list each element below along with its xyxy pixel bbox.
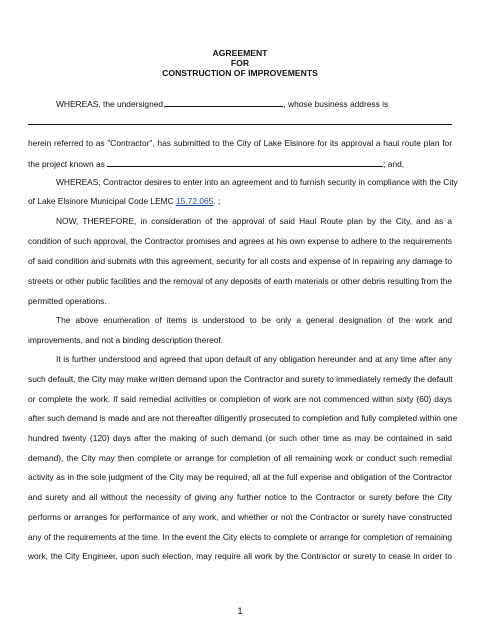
paragraph-6-line-5: hundred twenty (120) days after the making of such demand (or such other time as may be contained in said	[28, 433, 452, 443]
paragraph-6-line-7: activity as in the sole judgment of the City may be required, all at the full expense and obligation of the Contractor	[28, 472, 452, 482]
whereas-undersigned-line	[56, 97, 452, 110]
project-known-as-text: the project known as	[28, 159, 105, 169]
paragraph-4-line-1: NOW, THEREFORE, in consideration of the approval of said Haul Route plan by the City, and as a	[56, 216, 452, 226]
paragraph-6-line-10: any of the requirements at the time. In the event the City elects to complete or arrange for completion of remaining	[28, 532, 452, 542]
paragraph-6-line-11: work, the City Engineer, upon such election, may require all work by the Contractor or surety to cease in order to	[28, 551, 452, 561]
paragraph-6-line-2: such default, the City may make written demand upon the Contractor and surety to immediately remedy the default	[28, 374, 453, 384]
paragraph-2-line-2	[28, 157, 452, 170]
paragraph-4-line-4: streets or other public facilities and the removal of any deposits of earth materials or other debris resulting from the	[28, 276, 453, 286]
page-number: 1	[237, 606, 243, 616]
address-blank-line[interactable]	[28, 124, 452, 125]
code-suffix-text: . ;	[213, 196, 221, 206]
title-line-2: FOR	[230, 58, 250, 68]
project-name-blank[interactable]	[107, 157, 383, 167]
business-address-text: , whose business address is	[283, 99, 389, 109]
paragraph-2-line-1: herein referred to as "Contractor", has submitted to the City of Lake Elsinore for its approval a haul route plan for	[28, 138, 452, 148]
paragraph-5-line-2: improvements, and not a binding description thereof.	[28, 335, 224, 345]
title-line-3: CONSTRUCTION OF IMPROVEMENTS	[162, 68, 318, 78]
paragraph-6-line-9: performs or arranges for performance of any work, and whether or not the Contractor or surety have constructed	[28, 512, 452, 522]
paragraph-4-line-3: of said condition and submits with this agreement, security for all costs and expense of in repairing any damage to	[28, 256, 452, 266]
paragraph-6-line-8: and surety and all without the necessity of giving any further notice to the Contractor or surety before the City	[28, 492, 452, 502]
title-line-1: AGREEMENT	[212, 48, 268, 58]
paragraph-6-line-4: after such demand is made and are not thereafter diligently prosecuted to completion and fully completed within one	[28, 413, 458, 423]
contractor-name-blank[interactable]	[165, 97, 283, 107]
paragraph-3-line-2	[28, 196, 452, 207]
municipal-code-text: of Lake Elsinore Municipal Code LEMC	[28, 196, 177, 206]
paragraph-4-line-5: permitted operations.	[28, 296, 107, 306]
paragraph-4-line-2: condition of such approval, the Contractor promises and agrees at his own expense to adhere to the requirements	[28, 236, 452, 246]
paragraph-6-line-1: It is further understood and agreed that upon default of any obligation hereunder and at any time after any	[56, 354, 452, 364]
paragraph-6-line-6: demand), the City may then complete or arrange for completion of all remaining work or conduct such remedial	[28, 453, 452, 463]
lemc-code-link[interactable]: 15.72.065	[176, 196, 214, 206]
paragraph-6-line-3: or complete the work. If said remedial activities or completion of work are not commenced within sixty (60) days	[28, 394, 452, 404]
paragraph-5-line-1: The above enumeration of items is understood to be only a general designation of the work and	[56, 315, 452, 325]
and-text: ; and,	[383, 159, 405, 169]
whereas-undersigned-text: WHEREAS, the undersigned,	[56, 99, 166, 109]
paragraph-3-line-1: WHEREAS, Contractor desires to enter into an agreement and to furnish security in compliance with the City	[56, 177, 458, 187]
